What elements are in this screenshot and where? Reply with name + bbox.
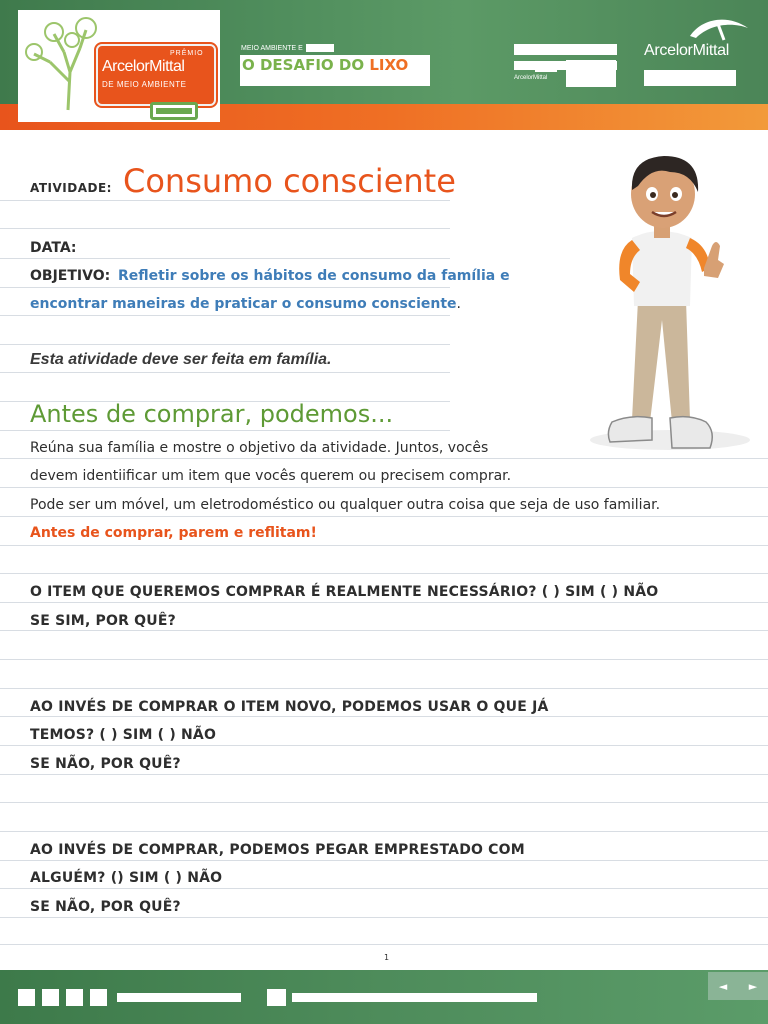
paragraph-line: Pode ser um móvel, um eletrodoméstico ou qualquer outra coisa que seja de uso familiar. <box>30 497 661 513</box>
ruled-line <box>0 487 768 488</box>
award-logo-card <box>96 44 216 106</box>
date-label: DATA: <box>30 240 77 256</box>
boy-thumbs-up-illustration <box>560 150 760 460</box>
redacted-block <box>306 44 334 52</box>
ruled-line <box>0 258 450 259</box>
ruled-line <box>0 917 768 918</box>
ruled-line <box>0 516 768 517</box>
ruled-line <box>0 831 768 832</box>
ruled-line <box>0 602 768 603</box>
program-small-text: MEIO AMBIENTE E <box>241 45 303 52</box>
next-page-button[interactable]: ► <box>738 972 768 1000</box>
company-logo-text: ArcelorMittal <box>644 42 730 59</box>
ruled-line <box>0 287 450 288</box>
ruled-line <box>0 344 450 345</box>
objective-label: OBJETIVO: <box>30 268 111 284</box>
question-2: AO INVÉS DE COMPRAR O ITEM NOVO, PODEMOS USAR O QUE JÁ <box>30 699 549 715</box>
ruled-line <box>0 688 768 689</box>
redacted-block <box>566 60 616 87</box>
activity-title: Consumo consciente <box>123 162 456 200</box>
question-3-followup: SE NÃO, POR QUÊ? <box>30 899 181 915</box>
objective-text-continued: encontrar maneiras de praticar o consumo consciente. <box>30 296 461 312</box>
alert-text: Antes de comprar, parem e reflitam! <box>30 525 317 541</box>
award-subtitle-text: DE MEIO AMBIENTE <box>102 80 187 89</box>
award-badge-icon <box>150 102 198 120</box>
program-title-box <box>240 55 430 86</box>
redacted-block <box>117 993 241 1002</box>
question-1-followup: SE SIM, POR QUÊ? <box>30 613 176 629</box>
ruled-line <box>0 372 450 373</box>
ruled-line <box>0 745 768 746</box>
ruled-line <box>0 860 768 861</box>
ruled-line <box>0 228 450 229</box>
redacted-block <box>535 64 557 72</box>
objective-text: Refletir sobre os hábitos de consumo da família e <box>118 268 510 284</box>
question-3-options: ALGUÉM? () SIM ( ) NÃO <box>30 870 223 886</box>
section-title: Antes de comprar, podemos... <box>30 400 394 428</box>
question-2-options: TEMOS? ( ) SIM ( ) NÃO <box>30 727 217 743</box>
ruled-line <box>0 774 768 775</box>
redacted-block <box>514 44 617 55</box>
previous-page-button[interactable]: ◄ <box>708 972 738 1000</box>
paragraph-line: devem identiificar um item que vocês querem ou precisem comprar. <box>30 468 512 484</box>
question-2-followup: SE NÃO, POR QUÊ? <box>30 756 181 772</box>
footer-icon-1[interactable] <box>18 989 35 1006</box>
award-premio-text: PRÊMIO <box>170 50 204 57</box>
redacted-block <box>644 70 736 86</box>
question-3: AO INVÉS DE COMPRAR, PODEMOS PEGAR EMPRESTADO COM <box>30 842 525 858</box>
activity-label: ATIVIDADE: <box>30 181 112 195</box>
footer-icon-5[interactable] <box>267 989 286 1006</box>
footer-icon-3[interactable] <box>66 989 83 1006</box>
award-brand-text: ArcelorMittal <box>102 58 185 75</box>
ruled-line <box>0 716 768 717</box>
family-note: Esta atividade deve ser feita em família. <box>30 351 332 368</box>
ruled-line <box>0 430 450 431</box>
ruled-line <box>0 573 768 574</box>
ruled-line <box>0 888 768 889</box>
award-logo <box>18 10 220 122</box>
ruled-line <box>0 200 450 201</box>
question-1: O ITEM QUE QUEREMOS COMPRAR É REALMENTE NECESSÁRIO? ( ) SIM ( ) NÃO <box>30 584 659 600</box>
ruled-line <box>0 545 768 546</box>
ruled-line <box>0 944 768 945</box>
footer-icon-2[interactable] <box>42 989 59 1006</box>
page-number: 1 <box>384 953 390 962</box>
company-small-text: ArcelorMittal <box>514 75 548 81</box>
ruled-line <box>0 802 768 803</box>
ruled-line <box>0 315 450 316</box>
ruled-line <box>0 659 768 660</box>
program-title: O DESAFIO DO LIXO <box>242 56 409 74</box>
paragraph-line: Reúna sua família e mostre o objetivo da atividade. Juntos, vocês <box>30 440 489 456</box>
footer-icon-4[interactable] <box>90 989 107 1006</box>
redacted-block <box>292 993 537 1002</box>
ruled-line <box>0 630 768 631</box>
arcelormittal-arc-icon <box>688 14 750 40</box>
